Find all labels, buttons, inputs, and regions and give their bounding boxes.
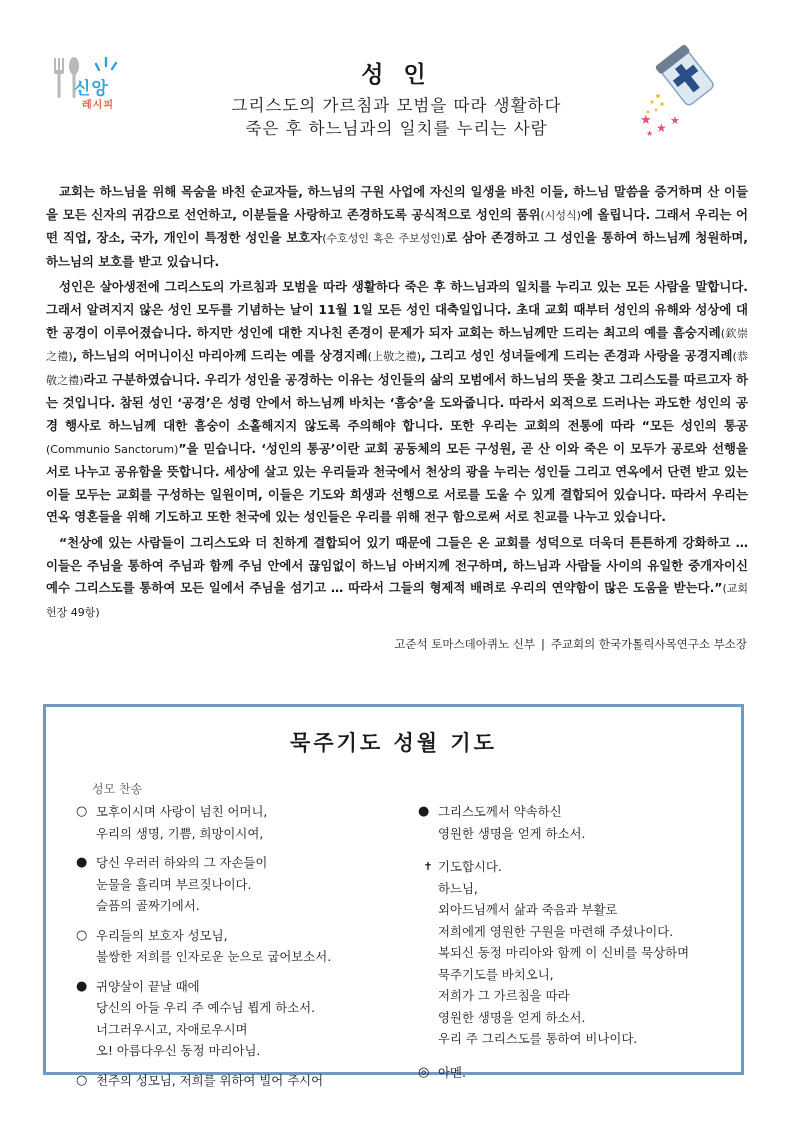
prayer-line: 영원한 생명을 얻게 하소서. [438, 1009, 586, 1025]
salt-shaker-cross-icon [636, 42, 718, 138]
prayer-line: 천주의 성모님, 저희를 위하여 빌어 주시어 [96, 1072, 324, 1088]
subtitle-line-2: 죽은 후 하느님과의 일치를 누리는 사람 [245, 119, 548, 138]
note: (시성식) [540, 208, 581, 222]
prayer-line: 우리 주 그리스도를 통하여 비나이다. [438, 1031, 638, 1046]
prayer-line: 외아드님께서 삶과 죽음과 부활로 [438, 902, 618, 917]
stanza-lines [438, 801, 585, 844]
note: (수호성인 혹은 주보성인) [322, 232, 446, 246]
prayer-line: 묵주기도를 바치오니, [438, 966, 554, 982]
note: (上敬之禮) [367, 350, 422, 364]
prayer-line: 기도합시다. [438, 859, 502, 874]
citation: (교회헌장 49항) [46, 582, 748, 619]
prayer-line: 저희에게 영원한 구원을 마련해 주셨나이다. [438, 923, 674, 939]
prayer-line: 당신 우러러 하와의 그 자손들이 [96, 855, 268, 870]
paragraph-3 [46, 532, 748, 624]
prayer-stanza [418, 1062, 718, 1084]
prayer-line: 너그러우시고, 자애로우시며 [96, 1021, 248, 1037]
text: 교회는 하느님을 위해 목숨을 바친 순교자들, 하느님의 구원 사업에 자신의 일생을 바친 이들, 하느님 말씀을 증거하며 산 이들을 모든 신자의 귀감으로 선언하고, 이분들을 사랑하고 존경하도록 공식적으로 성인의 품위 [46, 184, 748, 222]
prayer-line: 슬픔의 골짜기에서. [96, 898, 200, 913]
prayer-line: 우리들의 보호자 성모님, [96, 927, 228, 943]
stanza-marker: ● [76, 978, 88, 994]
stanza-marker: ● [76, 855, 88, 870]
stanza-marker: ○ [76, 804, 88, 819]
subtitle-line-1: 그리스도의 가르침과 모범을 따라 생활하다 [231, 96, 562, 115]
prayer-line: 우리의 생명, 기쁨, 희망이시여, [96, 825, 264, 841]
prayer-stanza [418, 856, 718, 1050]
svg-text:★: ★ [670, 114, 680, 127]
prayer-line: 아멘. [438, 1064, 466, 1080]
logo-sub: 레시피 [82, 100, 114, 111]
rosary-prayer-box [43, 704, 744, 1088]
prayer-line: 영원한 생명을 얻게 하소서. [438, 825, 586, 841]
prayer-stanza [76, 976, 406, 1062]
box-title: 묵주기도 성월 기도 [290, 731, 497, 755]
prayer-stanza [76, 801, 406, 844]
stanza-marker: ✝ [423, 860, 433, 873]
prayer-line: 귀양살이 끝날 때에 [96, 978, 200, 994]
prayer-line: 불쌍한 저희를 인자로운 눈으로 굽어보소서. [96, 949, 332, 964]
hymn-label: 성모 찬송 [92, 782, 143, 796]
prayer-line: 저희가 그 가르침을 따라 [438, 988, 570, 1003]
text: 에 올립니다. 그래서 우리는 어떤 직업, 장소, 국가, 개인이 특정한 성인을 보호자 [46, 206, 748, 246]
stanza-marker: ● [418, 804, 430, 819]
svg-text:★: ★ [646, 129, 654, 138]
author-org: 주교회의 한국가톨릭사목연구소 부소장 [550, 637, 747, 651]
stanza-lines [438, 856, 689, 1050]
logo-brand: 신앙 [74, 79, 109, 99]
prayer-line: 당신의 아들 우리 주 예수님 뵙게 하소서. [96, 1000, 316, 1015]
svg-text:★: ★ [640, 113, 652, 128]
text: , 그리고 성인 성녀들에게 드리는 존경과 사랑을 공경지례 [421, 348, 733, 364]
prayer-line: 그리스도께서 약속하신 [438, 804, 562, 819]
prayer-stanza [418, 801, 718, 844]
paragraph-2 [46, 276, 748, 529]
page-title: 성 인 [361, 62, 432, 88]
stanza-lines [96, 852, 267, 917]
paragraph-1 [46, 181, 748, 273]
prayer-line: 모후이시며 사랑이 넘친 어머니, [96, 804, 268, 819]
stanza-lines [96, 801, 267, 844]
stanza-marker: ○ [76, 927, 88, 943]
stanza-lines [96, 925, 331, 968]
prayer-column-right [418, 801, 718, 1083]
prayer-line: 하느님, [438, 880, 478, 896]
svg-text:★: ★ [656, 121, 667, 135]
author-line [394, 636, 747, 652]
text: , 하느님의 어머니이신 마리아께 드리는 예를 상경지례 [72, 348, 368, 364]
prayer-stanza [76, 925, 406, 968]
stanza-marker: ◎ [418, 1064, 430, 1080]
text: ”을 믿습니다. ‘성인의 통공’이란 교회 공동체의 모든 구성원, 곧 산 이와 죽은 이 모두가 공로와 선행을 서로 나누고 공유함을 뜻합니다. 세상에 살고 있는 우리들과 천국에서 천상의 광을 누리는 성인들 그리고 연옥에서 단련 받고 있는 이들 모두는 교회를 구성하는 일원이며, 이들은 기도와 희생과 선행으로 서로를 도울 수 있게 결합되어 있습니다. 따라서 우리는 연옥 영혼들을 위해 기도하고 또한 천국에 있는 성인들은 우리를 위해 전구 함으로써 서로 친교를 나누고 있습니다. [46, 440, 748, 525]
author-separator: | [540, 637, 545, 651]
stanza-marker: ○ [76, 1072, 88, 1088]
note: (Communio Sanctorum) [46, 442, 179, 456]
prayer-stanza [76, 1070, 406, 1092]
prayer-stanza [76, 852, 406, 917]
text: 로 삼아 존경하고 그 성인을 통하여 하느님께 청원하며, 하느님의 보호를 받고 있습니다. [46, 230, 748, 269]
prayer-column-left [76, 801, 406, 1091]
quote: “천상에 있는 사람들이 그리스도와 더 친하게 결합되어 있기 때문에 그들은 온 교회를 성덕으로 더욱더 튼튼하게 강화하고 … 이들은 주님을 통하여 주님과 함께 주님 안에서 끊임없이 하느님 아버지께 전구하며, 하느님과 사람들 사이의 유일한 중개자이신 예수 그리스도를 통하여 모든 일에서 주님을 섬기고 … 따라서 그들의 형제적 배려로 우리의 연약함이 많은 도움을 받는다.” [46, 534, 748, 596]
note: (欽崇之禮) [46, 326, 748, 364]
stanza-lines [438, 1062, 466, 1084]
prayer-line: 눈물을 흘리며 부르짖나이다. [96, 876, 252, 892]
stanza-lines [96, 976, 315, 1062]
stanza-lines [96, 1070, 323, 1092]
article-body [46, 181, 748, 624]
note: (恭敬之禮) [46, 350, 748, 387]
author-name: 고준석 토마스데아퀴노 신부 [394, 637, 535, 651]
prayer-line: 복되신 동정 마리아와 함께 이 신비를 묵상하며 [438, 945, 690, 960]
prayer-line: 오! 아름다우신 동정 마리아님. [96, 1043, 261, 1058]
text: 라고 구분하였습니다. 우리가 성인을 공경하는 이유는 성인들의 삶의 모범에서 하느님의 뜻을 찾고 그리스도를 따르고자 하는 것입니다. 참된 성인 ‘공경’은 성령 안에서 하느님께 바치는 ‘흠숭’을 도와줍니다. 따라서 외적으로 드러나는 과도한 성인의 공경 행사로 하느님께 대한 흠숭이 소홀해지지 않도록 주의해야 합니다. 또한 우리는 교회의 전통에 따라 “모든 성인의 통공 [46, 371, 748, 433]
text: 성인은 살아생전에 그리스도의 가르침과 모범을 따라 생활하다 죽은 후 하느님과의 일치를 누리고 있는 모든 사람을 말합니다. 그래서 알려지지 않은 성인 모두를 기념하는 날이 11월 1일 모든 성인 대축일입니다. 초대 교회 때부터 성인의 유해와 성상에 대한 공경이 이루어졌습니다. 하지만 성인에 대한 지나친 존경이 문제가 되자 교회는 하느님께만 드리는 최고의 예를 흠숭지례 [46, 279, 748, 340]
